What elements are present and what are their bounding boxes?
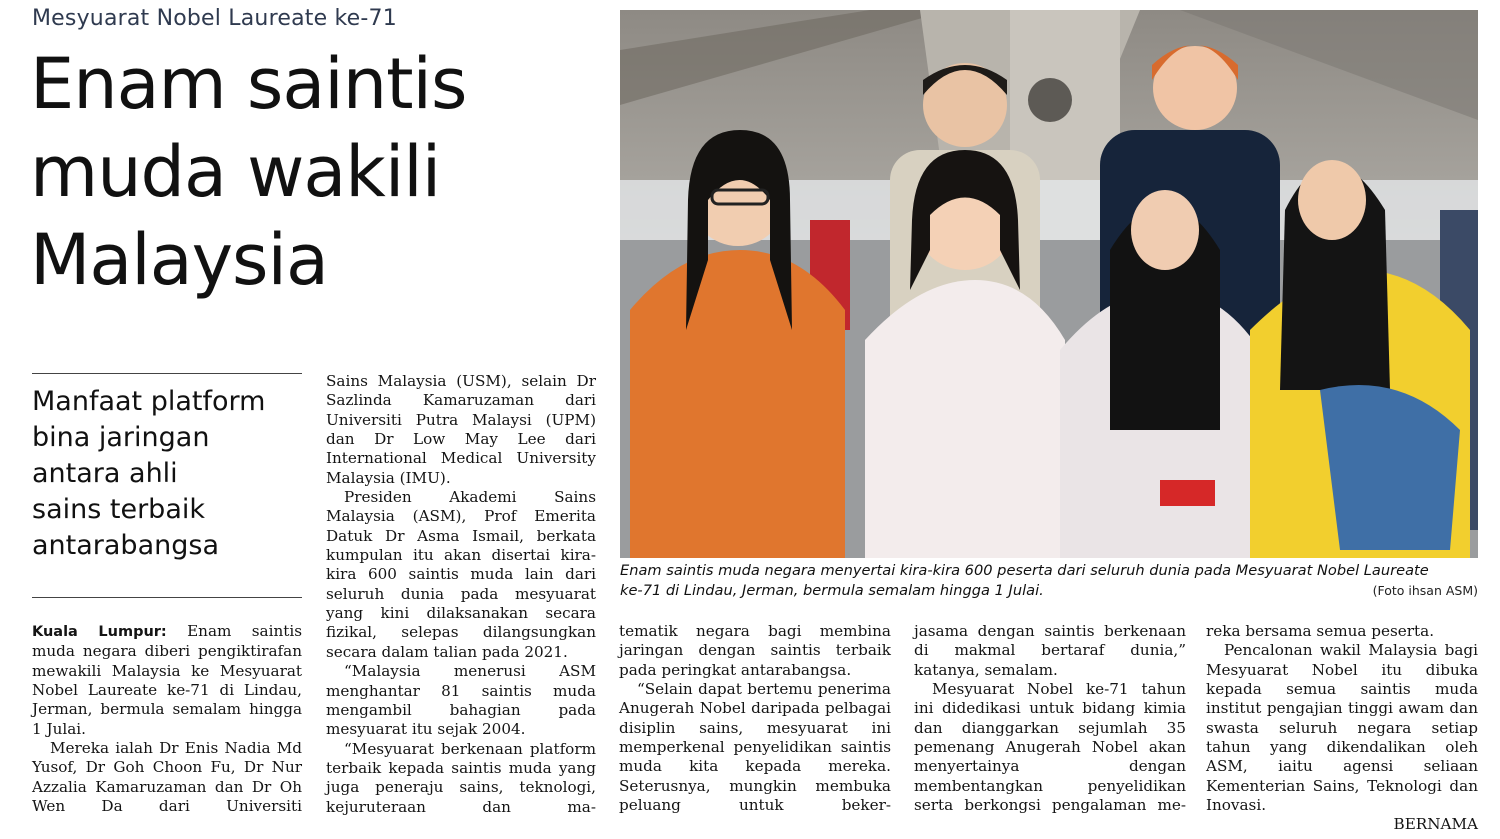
headline-line-3: Malaysia [30, 219, 328, 301]
article-paragraph: Presiden Akademi Sains Malaysia (ASM), Prof Emerita Datuk Dr Asma Ismail, berkata kumpulan itu akan disertai kira-kira 600 saintis muda lain dari seluruh dunia pada mesyuarat yang kini dilaksanakan secara fizikal, selepas dilangsungkan secara dalam talian pada 2021. [326, 488, 596, 661]
article-column-4 [914, 622, 1186, 815]
photo-credit: (Foto ihsan ASM) [1372, 583, 1478, 598]
group-photo-illustration [620, 10, 1478, 558]
headline-line-2: muda wakili [30, 131, 441, 213]
article-column-3 [619, 622, 891, 815]
subhead-line-2: bina jaringan [32, 422, 210, 453]
article-paragraph-text: Enam saintis muda negara diberi pengiktirafan mewakili Malaysia ke Mesyuarat Nobel Laureate ke-71 di Lindau, Jerman, bermula semalam hingga 1 Julai. [32, 622, 302, 738]
news-photo [620, 10, 1478, 558]
article-paragraph: Sains Malaysia (USM), selain Dr Sazlinda Kamaruzaman dari Universiti Putra Malaysi (UPM) dan Dr Low May Lee dari International Medical University Malaysia (IMU). [326, 372, 596, 487]
headline [30, 40, 610, 304]
kicker: Mesyuarat Nobel Laureate ke-71 [32, 6, 397, 31]
article-column-1 [32, 622, 302, 816]
photo-caption-line-2: ke-71 di Lindau, Jerman, bermula semalam hingga 1 Julai. [620, 582, 1044, 599]
article-paragraph: reka bersama semua peserta. [1206, 622, 1435, 640]
subhead [32, 384, 302, 564]
article-paragraph [32, 622, 302, 739]
subhead-line-5: antarabangsa [32, 530, 219, 561]
article-paragraph: tematik negara bagi membina jaringan dengan saintis terbaik pada peringkat antarabangsa. [619, 622, 891, 679]
article-paragraph: “Mesyuarat berkenaan platform terbaik kepada saintis muda yang juga peneraju sains, teknologi, kejuruteraan dan ma- [326, 739, 596, 816]
article-paragraph: Pencalonan wakil Malaysia bagi Mesyuarat Nobel itu dibuka kepada semua saintis muda institut pengajian tinggi awam dan swasta seluruh negara setiap tahun yang dikendalikan oleh ASM, iaitu agensi seliaan Kementerian Sains, Teknologi dan Inovasi. [1206, 641, 1478, 815]
photo-caption [620, 561, 1478, 601]
subhead-line-4: sains terbaik [32, 494, 205, 525]
subhead-top-rule [32, 373, 302, 374]
article-paragraph: “Malaysia menerusi ASM menghantar 81 saintis muda mengambil bahagian pada mesyuarat itu sejak 2004. [326, 662, 596, 739]
subhead-line-3: antara ahli [32, 458, 178, 489]
subhead-line-1: Manfaat platform [32, 386, 266, 417]
article-paragraph: Mereka ialah Dr Enis Nadia Md Yusof, Dr Goh Choon Fu, Dr Nur Azzalia Kamaruzaman dan Dr Oh Wen Da dari Universiti [32, 739, 302, 816]
article-column-5 [1206, 622, 1478, 835]
byline: BERNAMA [1393, 815, 1478, 834]
article-paragraph: “Selain dapat bertemu penerima Anugerah Nobel daripada pelbagai disiplin sains, mesyuarat ini memperkenal penyelidikan saintis muda kita kepada mereka. Seterusnya, mungkin membuka peluang untuk beker- [619, 680, 891, 815]
photo-caption-line-1: Enam saintis muda negara menyertai kira-kira 600 peserta dari seluruh dunia pada Mesyuarat Nobel Laureate [620, 562, 1429, 579]
article-paragraph: jasama dengan saintis berkenaan di makmal bertaraf dunia,” katanya, semalam. [914, 622, 1186, 679]
article-paragraph: Mesyuarat Nobel ke-71 tahun ini didedikasi untuk bidang kimia dan dianggarkan sejumlah 35 pemenang Anugerah Nobel akan menyertainya dengan membentangkan penyelidikan serta berkongsi pengalaman me- [914, 680, 1186, 815]
article-column-2 [326, 372, 596, 817]
subhead-bottom-rule [32, 597, 302, 598]
headline-line-1: Enam saintis [30, 43, 467, 125]
dateline: Kuala Lumpur: [32, 624, 167, 640]
